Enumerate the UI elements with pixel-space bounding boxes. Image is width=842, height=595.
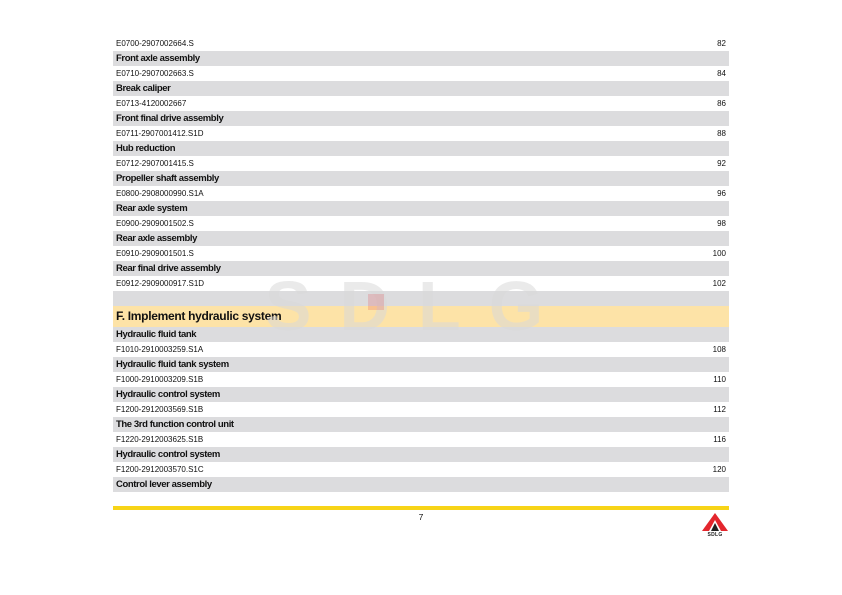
part-code: E0900-2909001502.S — [116, 219, 194, 228]
toc-entry-code-row — [113, 342, 729, 357]
entry-title: Hydraulic control system — [116, 449, 220, 460]
toc-entry-title-row — [113, 141, 729, 156]
toc-entry-code-row — [113, 402, 729, 417]
entry-title: Front final drive assembly — [116, 113, 224, 124]
part-code: E0710-2907002663.S — [116, 69, 194, 78]
entry-page-number: 98 — [717, 219, 726, 228]
page-number: 7 — [418, 512, 424, 522]
entry-title: Hydraulic control system — [116, 389, 220, 400]
toc-entry-code-row — [113, 462, 729, 477]
watermark-text: SDLG — [264, 268, 572, 334]
sdlg-logo — [700, 512, 730, 538]
section-heading — [113, 306, 729, 327]
toc-entry-code-row — [113, 186, 729, 201]
part-code: F1220-2912003625.S1B — [116, 435, 204, 444]
toc-entry-title-row — [113, 51, 729, 66]
part-code: E0800-2908000990.S1A — [116, 189, 204, 198]
entry-page-number: 96 — [717, 189, 726, 198]
entry-title: Propeller shaft assembly — [116, 173, 219, 184]
toc-entry-code-row — [113, 276, 729, 291]
part-code: E0711-2907001412.S1D — [116, 129, 204, 138]
spacer-band — [113, 291, 729, 306]
entry-title: Hydraulic fluid tank — [116, 329, 197, 340]
part-code: E0713-4120002667 — [116, 99, 187, 108]
entry-page-number: 116 — [713, 435, 726, 444]
part-code: F1200-2912003569.S1B — [116, 405, 204, 414]
footer-yellow-bar — [113, 506, 729, 510]
toc-entry-title-row — [113, 171, 729, 186]
entry-title: Rear axle system — [116, 203, 188, 214]
toc-entry-title-row — [113, 261, 729, 276]
entry-page-number: 100 — [712, 249, 726, 258]
entry-title: The 3rd function control unit — [116, 419, 234, 430]
part-code: F1000-2910003209.S1B — [116, 375, 204, 384]
toc-entry-code-row — [113, 36, 729, 51]
toc-entry-title-row — [113, 357, 729, 372]
toc-entry-code-row — [113, 66, 729, 81]
toc-entry-title-row — [113, 81, 729, 96]
entry-title: Rear axle assembly — [116, 233, 197, 244]
part-code: F1010-2910003259.S1A — [116, 345, 204, 354]
entry-page-number: 102 — [712, 279, 726, 288]
entry-page-number: 86 — [717, 99, 726, 108]
sdlg-triangle-icon — [700, 512, 730, 532]
part-code: E0910-2909001501.S — [116, 249, 194, 258]
table-of-contents — [113, 36, 729, 492]
entry-page-number: 92 — [717, 159, 726, 168]
toc-entry-title-row — [113, 201, 729, 216]
section-heading-text: F. Implement hydraulic system — [116, 309, 282, 323]
entry-page-number: 110 — [713, 375, 726, 384]
part-code: F1200-2912003570.S1C — [116, 465, 204, 474]
toc-entry-title-row — [113, 477, 729, 492]
entry-title: Front axle assembly — [116, 53, 200, 64]
toc-entry-code-row — [113, 246, 729, 261]
entry-title: Hydraulic fluid tank system — [116, 359, 229, 370]
part-code: E0712-2907001415.S — [116, 159, 194, 168]
toc-entry-title-row — [113, 387, 729, 402]
toc-entry-title-row — [113, 327, 729, 342]
toc-rows-lower — [113, 327, 729, 492]
entry-page-number: 112 — [713, 405, 726, 414]
entry-title: Hub reduction — [116, 143, 176, 154]
toc-entry-title-row — [113, 111, 729, 126]
entry-page-number: 120 — [712, 465, 726, 474]
toc-entry-code-row — [113, 372, 729, 387]
entry-page-number: 88 — [717, 129, 726, 138]
toc-entry-title-row — [113, 447, 729, 462]
entry-page-number: 82 — [717, 39, 726, 48]
entry-title: Rear final drive assembly — [116, 263, 221, 274]
toc-entry-code-row — [113, 216, 729, 231]
toc-entry-code-row — [113, 126, 729, 141]
logo-text: SDLG — [707, 532, 723, 538]
toc-entry-title-row — [113, 231, 729, 246]
toc-entry-code-row — [113, 156, 729, 171]
toc-entry-code-row — [113, 96, 729, 111]
entry-page-number: 84 — [717, 69, 726, 78]
entry-page-number: 108 — [712, 345, 726, 354]
entry-title: Control lever assembly — [116, 479, 212, 490]
toc-entry-title-row — [113, 417, 729, 432]
toc-entry-code-row — [113, 432, 729, 447]
part-code: E0700-2907002664.S — [116, 39, 194, 48]
toc-rows-upper — [113, 36, 729, 291]
entry-title: Break caliper — [116, 83, 171, 94]
part-code: E0912-2909000917.S1D — [116, 279, 205, 288]
